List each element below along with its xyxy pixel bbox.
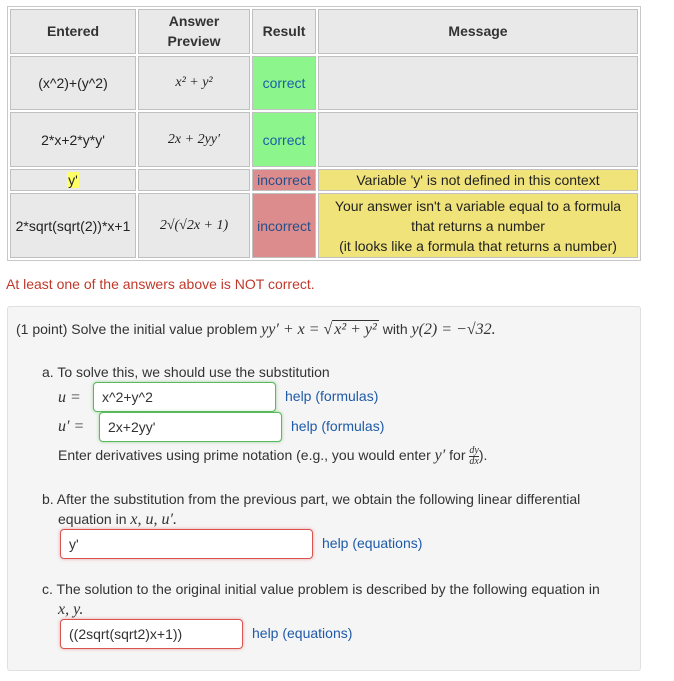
preview-cell [138, 169, 250, 191]
derivative-note: Enter derivatives using prime notation (e.g., you would enter y′ for $\frac{dy}{dx}$ ). [58, 445, 488, 467]
uprime-help-link[interactable]: help (formulas) [291, 418, 385, 434]
linear-de-help-link[interactable]: help (equations) [322, 535, 423, 551]
result-cell: incorrect [252, 169, 316, 191]
entered-cell: y' [10, 169, 136, 191]
solution-input[interactable]: ((2sqrt(sqrt2)x+1)) [60, 619, 243, 649]
problem-statement: (1 point) Solve the initial value problem yy′ + x = √ x² + y² with y(2) = −√32. [16, 321, 496, 338]
message-cell: Your answer isn't a variable equal to a formula that returns a number (it looks like a formula that returns a number) [318, 193, 638, 258]
linear-de-input[interactable]: y' [60, 529, 313, 559]
header-answer-preview: Answer Preview [138, 9, 250, 54]
header-result: Result [252, 9, 316, 54]
solution-help-link[interactable]: help (equations) [252, 625, 353, 641]
part-b-vars: equation in x, u, u′. [58, 511, 178, 528]
part-a-intro: a. To solve this, we should use the substitution [42, 364, 330, 380]
u-help-link[interactable]: help (formulas) [285, 388, 379, 404]
problem-panel [7, 306, 641, 671]
uprime-label: u′ = [58, 418, 85, 435]
uprime-input[interactable]: 2x+2yy' [99, 412, 282, 442]
part-c-vars: x, y. [58, 601, 84, 618]
entered-cell: 2*x+2*y*y' [10, 112, 136, 167]
preview-cell: 2x + 2yy′ [138, 112, 250, 167]
table-row [10, 112, 638, 167]
result-cell: incorrect [252, 193, 316, 258]
preview-cell: x² + y² [138, 56, 250, 111]
entered-cell: 2*sqrt(sqrt(2))*x+1 [10, 193, 136, 258]
u-input[interactable]: x^2+y^2 [93, 382, 276, 412]
results-table [7, 6, 641, 261]
warning-message: At least one of the answers above is NOT correct. [6, 276, 315, 292]
result-cell: correct [252, 56, 316, 111]
part-c-intro: c. The solution to the original initial value problem is described by the following equation in [42, 581, 600, 597]
result-cell: correct [252, 112, 316, 167]
entered-cell: (x^2)+(y^2) [10, 56, 136, 111]
message-cell [318, 112, 638, 167]
u-label: u = [58, 389, 81, 406]
table-row [10, 193, 638, 258]
header-message: Message [318, 9, 638, 54]
preview-cell: 2√(√2x + 1) [138, 193, 250, 258]
message-cell [318, 56, 638, 111]
part-b-intro: b. After the substitution from the previous part, we obtain the following linear differential [42, 491, 581, 507]
table-row [10, 56, 638, 111]
header-entered: Entered [10, 9, 136, 54]
message-cell: Variable 'y' is not defined in this context [318, 169, 638, 191]
table-row [10, 169, 638, 191]
